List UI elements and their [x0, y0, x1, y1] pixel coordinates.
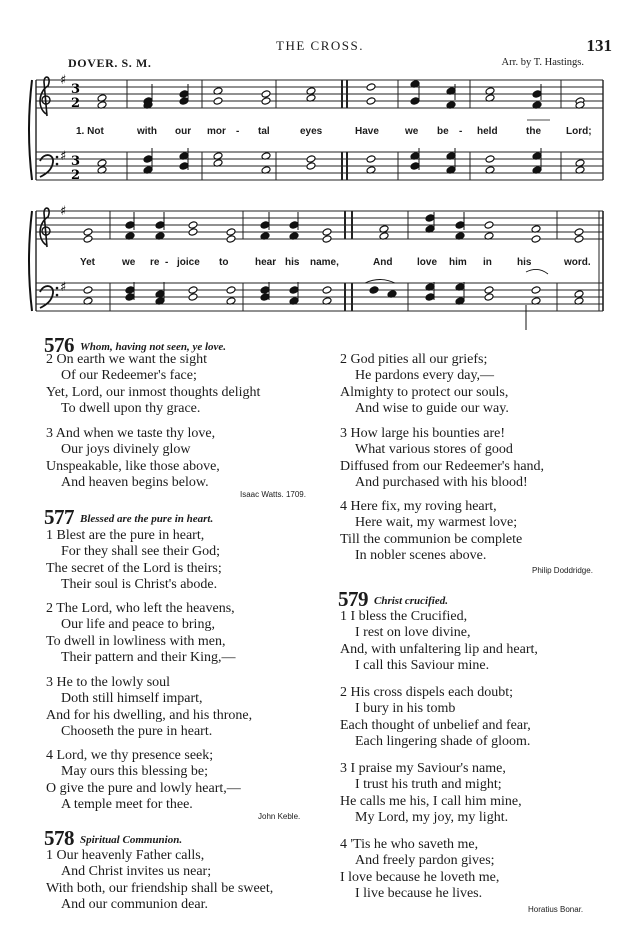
hymn-579-stanza-2 — [340, 685, 531, 751]
verse-line: I love because he loveth me, — [340, 869, 500, 885]
bass-clef-dot — [56, 287, 59, 290]
lyric-syllable: joice — [177, 257, 200, 268]
verse-line: Chooseth the pure in heart. — [61, 724, 213, 740]
hymn-577-stanza-1 — [46, 528, 222, 594]
note-head — [531, 235, 541, 243]
note-head — [425, 293, 435, 301]
note-head — [322, 228, 332, 236]
running-title: THE CROSS. — [276, 38, 364, 53]
verse-line: O give the pure and lowly heart,— — [46, 780, 241, 796]
note-head — [143, 155, 153, 163]
arranger-credit: Arr. by T. Hastings. — [501, 57, 584, 68]
verse-line: Each thought of unbelief and fear, — [340, 717, 531, 733]
verse-line: May ours this blessing be; — [61, 764, 208, 780]
note-head — [366, 83, 376, 91]
hymn-577-heading — [44, 505, 213, 530]
key-signature-sharp: ♯ — [60, 204, 67, 219]
verse-line: Their soul is Christ's abode. — [61, 577, 218, 593]
key-signature-sharp: ♯ — [60, 280, 67, 295]
hymn-subtitle: Christ crucified. — [374, 595, 448, 607]
verse-line: 4 Here fix, my roving heart, — [340, 499, 497, 514]
verse-line: I bury in his tomb — [355, 701, 456, 717]
verse-line: The secret of the Lord is theirs; — [46, 560, 222, 576]
note-head — [83, 235, 93, 243]
verse-line: Their pattern and their King,— — [61, 650, 236, 666]
hymn-number: 579 — [338, 587, 368, 611]
verse-line: Each lingering shade of gloom. — [355, 734, 531, 750]
verse-line: 2 On earth we want the sight — [46, 352, 207, 367]
verse-line: And our communion dear. — [61, 897, 208, 913]
verse-line: And for his dwelling, and his throne, — [46, 707, 253, 723]
note-head — [261, 97, 271, 105]
verse-line: My Lord, my joy, my light. — [355, 810, 509, 826]
note-head — [226, 228, 236, 236]
hymn-578-attribution: Philip Doddridge. — [532, 566, 593, 575]
lyric-syllable: Have — [355, 126, 379, 137]
note-head — [188, 293, 198, 301]
note-head — [366, 97, 376, 105]
verse-line: A temple meet for thee. — [61, 797, 193, 813]
note-head — [485, 155, 495, 163]
lyrics-line-2 — [0, 257, 640, 271]
lyric-syllable: him — [449, 257, 467, 268]
note-head — [179, 162, 189, 170]
verse-line: Here wait, my warmest love; — [355, 515, 518, 531]
hymn-576-attribution: Isaac Watts. 1709. — [240, 490, 306, 499]
note-head — [188, 286, 198, 294]
verse-line: 2 The Lord, who left the heavens, — [46, 601, 235, 616]
note-head — [179, 97, 189, 105]
verse-line: And Christ invites us near; — [61, 864, 212, 880]
hymn-subtitle: Blessed are the pure in heart. — [80, 513, 214, 525]
key-signature-sharp: ♯ — [60, 73, 67, 88]
verse-line: He pardons every day,— — [355, 368, 495, 384]
lyric-syllable: with — [137, 126, 157, 137]
hymn-577-stanza-3 — [46, 675, 252, 741]
verse-line: I trust his truth and might; — [355, 777, 502, 793]
lyric-syllable: tal — [258, 126, 270, 137]
verse-line: 4 Lord, we thy presence seek; — [46, 748, 214, 763]
note-head — [289, 286, 299, 294]
bass-clef-dot — [56, 163, 59, 166]
note-head — [306, 162, 316, 170]
note-head — [188, 228, 198, 236]
note-head — [369, 286, 379, 294]
lyric-syllable: mor — [207, 126, 226, 137]
note-head — [531, 286, 541, 294]
note-head — [289, 221, 299, 229]
verse-line: I live because he lives. — [355, 886, 483, 902]
hymn-subtitle: Whom, having not seen, ye love. — [80, 341, 227, 353]
verse-line: He calls me his, I call him mine, — [340, 793, 522, 809]
note-head — [125, 221, 135, 229]
hymn-579-attribution: Horatius Bonar. — [528, 905, 584, 914]
lyric-syllable: hear — [255, 257, 277, 268]
verse-line: To dwell upon thy grace. — [61, 401, 201, 417]
hymn-number: 578 — [44, 826, 74, 850]
lyric-syllable: name, — [310, 257, 339, 268]
lyric-syllable: his — [285, 257, 300, 268]
note-head — [226, 286, 236, 294]
hymn-579-stanza-3 — [340, 761, 522, 827]
verse-line: And purchased with his blood! — [355, 475, 528, 491]
lyric-syllable: his — [517, 257, 532, 268]
lyric-syllable: in — [483, 257, 492, 268]
verse-line: What various stores of good — [355, 442, 513, 458]
verse-line: Of our Redeemer's face; — [61, 368, 197, 384]
lyric-syllable: love — [417, 257, 438, 268]
note-head — [574, 228, 584, 236]
hymn-577-stanza-4 — [46, 748, 241, 814]
hymn-578-stanza-3 — [340, 426, 544, 492]
note-head — [484, 221, 494, 229]
lyric-syllable: eyes — [300, 126, 323, 137]
time-signature-bottom: 2 — [71, 96, 81, 111]
tune-name: DOVER. S. M. — [68, 56, 152, 70]
verse-line: And, with unfaltering lip and heart, — [340, 641, 538, 657]
key-signature-sharp: ♯ — [60, 149, 67, 164]
verse-line: 4 'Tis he who saveth me, — [340, 837, 479, 852]
hymn-number: 576 — [44, 333, 74, 357]
note-head — [322, 286, 332, 294]
note-head — [188, 221, 198, 229]
hymn-578-stanza-2 — [340, 352, 509, 418]
time-signature-top: 3 — [71, 154, 81, 169]
verse-line: And freely pardon gives; — [355, 853, 495, 869]
note-head — [260, 221, 270, 229]
note-head — [484, 286, 494, 294]
hymn-576-stanza-2 — [46, 352, 260, 418]
verse-line: And heaven begins below. — [61, 475, 209, 491]
lyric-syllable: to — [219, 257, 229, 268]
bass-clef-dot — [56, 294, 59, 297]
note-head — [83, 228, 93, 236]
lyric-syllable: our — [175, 126, 192, 137]
note-head — [366, 155, 376, 163]
note-head — [322, 235, 332, 243]
verse-line: To dwell in lowliness with men, — [46, 633, 226, 649]
note-head — [155, 221, 165, 229]
verse-line: Unspeakable, like those above, — [46, 458, 220, 474]
verse-line: 3 He to the lowly soul — [46, 675, 171, 690]
note-head — [425, 214, 435, 222]
note-head — [226, 235, 236, 243]
verse-line: And wise to guide our way. — [355, 401, 509, 417]
verse-line: Doth still himself impart, — [61, 691, 203, 707]
lyric-hyphen: - — [236, 126, 240, 137]
verse-line: Diffused from our Redeemer's hand, — [340, 458, 545, 474]
lyric-hyphen: - — [459, 126, 463, 137]
lyric-syllable: held — [477, 126, 498, 137]
note-head — [455, 221, 465, 229]
hymn-577-stanza-2 — [46, 601, 236, 667]
lyric-syllable: Lord; — [566, 126, 592, 137]
verse-line: 2 His cross dispels each doubt; — [340, 685, 514, 700]
lyric-syllable: word. — [564, 257, 591, 268]
verse-line: 2 God pities all our griefs; — [340, 352, 488, 367]
lyric-syllable: Yet — [80, 257, 96, 268]
note-head — [532, 90, 542, 98]
note-head — [213, 97, 223, 105]
hymn-579-stanza-4 — [340, 837, 499, 903]
hymn-579-stanza-1 — [340, 609, 538, 675]
bass-clef-dot — [56, 156, 59, 159]
time-signature-bottom: 2 — [71, 168, 81, 183]
hymn-subtitle: Spiritual Communion. — [80, 834, 183, 846]
verse-line: I rest on love divine, — [355, 625, 471, 641]
note-head — [179, 90, 189, 98]
verse-line: Till the communion be complete — [340, 531, 523, 547]
slur — [365, 280, 395, 284]
hymn-576-stanza-3 — [46, 426, 220, 492]
hymn-578-stanza-1 — [46, 848, 273, 914]
note-head — [260, 293, 270, 301]
verse-line: Our joys divinely glow — [61, 442, 191, 458]
hymn-number: 577 — [44, 505, 74, 529]
note-head — [261, 90, 271, 98]
time-signature-top: 3 — [71, 82, 81, 97]
note-head — [125, 286, 135, 294]
verse-line: I call this Saviour mine. — [355, 658, 490, 674]
verse-line: 3 And when we taste thy love, — [46, 426, 216, 441]
verse-line: 3 How large his bounties are! — [340, 426, 505, 441]
lyric-syllable: the — [526, 126, 541, 137]
verse-line: 1 Our heavenly Father calls, — [46, 848, 205, 863]
verse-line: 1 Blest are the pure in heart, — [46, 528, 205, 543]
verse-line: Our life and peace to bring, — [61, 617, 215, 633]
lyric-syllable: we — [405, 126, 419, 137]
note-head — [125, 293, 135, 301]
verse-line: Almighty to protect our souls, — [340, 384, 509, 400]
lyrics-line-1 — [0, 126, 640, 140]
note-head — [484, 293, 494, 301]
note-head — [83, 286, 93, 294]
lyric-syllable: 1. Not — [76, 126, 104, 137]
lyric-hyphen: - — [165, 257, 169, 268]
note-head — [410, 162, 420, 170]
verse-line: 1 I bless the Crucified, — [340, 609, 468, 624]
verse-line: 3 I praise my Saviour's name, — [340, 761, 506, 776]
lyric-syllable: re — [150, 257, 160, 268]
note-head — [410, 97, 420, 105]
verse-line: With both, our friendship shall be sweet, — [46, 880, 274, 896]
music-score — [0, 0, 640, 335]
lyric-syllable: be — [437, 126, 449, 137]
hymn-577-attribution: John Keble. — [258, 812, 301, 821]
note-head — [306, 155, 316, 163]
verse-line: In nobler scenes above. — [355, 548, 487, 564]
note-head — [260, 286, 270, 294]
verse-line: For they shall see their God; — [61, 544, 221, 560]
lyric-syllable: we — [122, 257, 136, 268]
page-number: 131 — [586, 36, 612, 55]
hymn-578-stanza-4 — [340, 499, 522, 565]
lyric-syllable: And — [373, 257, 393, 268]
note-head — [574, 235, 584, 243]
verse-line: Yet, Lord, our inmost thoughts delight — [46, 384, 261, 400]
